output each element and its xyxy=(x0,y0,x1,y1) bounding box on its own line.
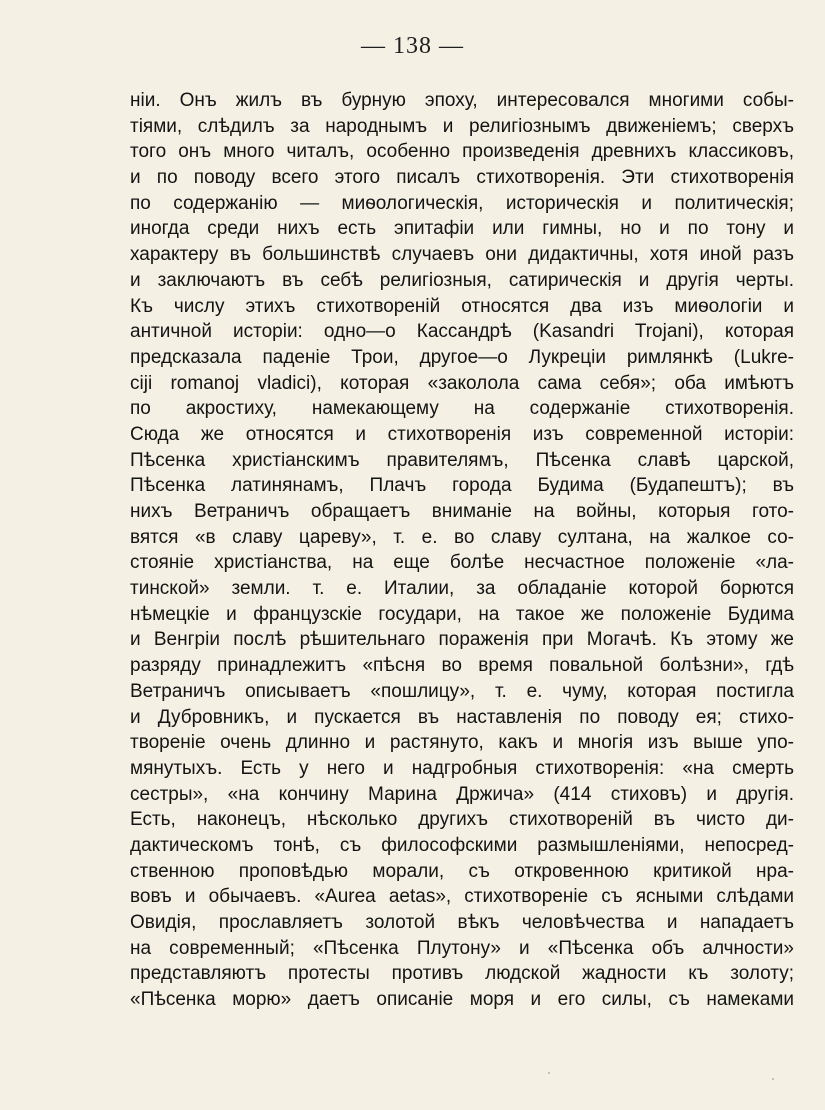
text-line: Есть, наконецъ, нѣсколько другихъ стихотворенiй въ чисто ди- xyxy=(130,809,794,831)
text-line: Овидiя, прославляетъ золотой вѣкъ человѣчества и нападаетъ xyxy=(130,912,794,933)
page-number: — 138 — xyxy=(361,33,464,59)
text-line: мянутыхъ. Есть у него и надгробныя стихотворенiя: «на смерть xyxy=(130,757,794,779)
text-line: нiи. Онъ жилъ въ бурную эпоху, интересовался многими собы- xyxy=(130,90,794,111)
text-line: по содержанiю — миѳологическiя, историческiя и политическiя; xyxy=(130,192,794,214)
text-line: и Венгрiи послѣ рѣшительнаго пораженiя при Могачѣ. Къ этому же xyxy=(130,629,794,651)
text-line: и по поводу всего этого писалъ стихотворенiя. Эти стихотворенiя xyxy=(130,167,794,189)
body-text xyxy=(130,88,794,1013)
text-line: Пѣсенка латинянамъ, Плачъ города Будима (Будапештъ); въ xyxy=(130,475,794,497)
text-line: Сюда же относятся и стихотворенiя изъ современной исторiи: xyxy=(130,423,794,445)
text-line: сестры», «на кончину Марина Држича» (414 стиховъ) и другiя. xyxy=(130,783,794,805)
text-line: античной исторiи: одно—о Кассандрѣ (Kasandri Trojani), которая xyxy=(130,321,794,343)
text-line: нѣмецкiе и французскiе государи, на такое же положенiе Будима xyxy=(130,603,794,625)
text-line: дактическомъ тонѣ, съ философскими размышленiями, непосред- xyxy=(130,834,794,856)
text-line: «Пѣсенка морю» даетъ описанiе моря и его силы, съ намеками xyxy=(130,989,794,1011)
text-line: на современный; «Пѣсенка Плутону» и «Пѣсенка объ алчности» xyxy=(130,937,794,959)
text-line: нихъ Ветраничъ обращаетъ вниманiе на войны, которыя гото- xyxy=(130,501,794,522)
text-line: представляютъ протесты противъ людской жадности къ золоту; xyxy=(130,963,794,985)
text-line: Къ числу этихъ стихотворенiй относятся два изъ миѳологiи и xyxy=(130,295,794,317)
text-line: и заключаютъ въ себѣ религiозныя, сатирическiя и другiя черты. xyxy=(130,269,794,291)
text-line: ственною проповѣдью морали, съ откровенною критикой нра- xyxy=(130,860,794,882)
text-line: и Дубровникъ, и пускается въ наставленiя по поводу ея; стихо- xyxy=(130,706,794,728)
text-line: по акростиху, намекающему на содержанiе стихотворенiя. xyxy=(130,398,794,420)
text-line: того онъ много читалъ, особенно произведенiя древнихъ классиковъ, xyxy=(130,141,794,163)
text-line: творенiе очень длинно и растянуто, какъ и многiя изъ выше упо- xyxy=(130,732,794,754)
text-line: Пѣсенка христiанскимъ правителямъ, Пѣсенка славѣ царской, xyxy=(130,449,794,471)
text-line: тинской» земли. т. е. Италии, за обладанiе которой борются xyxy=(130,578,794,600)
text-line: характеру въ большинствѣ случаевъ они дидактичны, хотя иной разъ xyxy=(130,244,794,266)
text-line: разряду принадлежитъ «пѣсня во время повальной болѣзни», гдѣ xyxy=(130,655,794,677)
text-line: предсказала паденiе Трои, другое—о Лукрецiи римлянкѣ (Lukre- xyxy=(130,346,794,368)
text-line: вятся «в славу цареву», т. е. во славу султана, на жалкое со- xyxy=(130,526,794,548)
paper-speck xyxy=(772,1078,774,1080)
text-line: вовъ и обычаевъ. «Aurea aetas», стихотворенiе съ ясными слѣдами xyxy=(130,886,794,908)
text-line: тiями, слѣдилъ за народнымъ и религiознымъ движенiемъ; сверхъ xyxy=(130,115,794,137)
text-line: стоянiе христiанства, на еще болѣе несчастное положенiе «ла- xyxy=(130,552,794,574)
text-line: Ветраничъ описываетъ «пошлицу», т. е. чуму, которая постигла xyxy=(130,680,794,702)
paper-speck xyxy=(548,1072,550,1074)
text-line: ciji romanoj vladici), которая «заколола сама себя»; оба имѣютъ xyxy=(130,372,794,394)
text-line: иногда среди нихъ есть эпитафiи или гимны, но и по тону и xyxy=(130,218,794,240)
